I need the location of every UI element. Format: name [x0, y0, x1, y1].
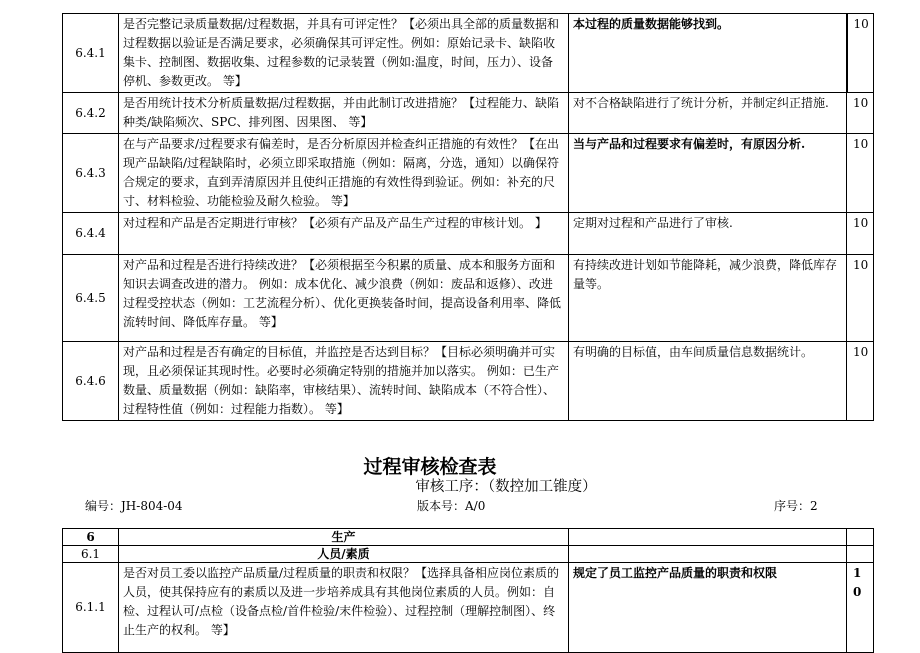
document-version: 版本号：A/0 [417, 499, 486, 513]
item-score: 10 [847, 213, 874, 255]
subsection-result-cell [569, 546, 847, 563]
item-score: 10 [847, 93, 874, 134]
item-number: 6.4.6 [63, 342, 119, 421]
item-number: 6.4.4 [63, 213, 119, 255]
audit-checklist-table-top [62, 13, 874, 421]
table-row [63, 213, 874, 255]
item-result: 对不合格缺陷进行了统计分析，并制定纠正措施. [569, 93, 847, 134]
item-number: 6.1.1 [63, 563, 119, 653]
section-result-cell [569, 529, 847, 546]
item-score: 10 [847, 14, 874, 93]
document-code: 编号：JH-804-04 [85, 499, 183, 513]
subsection-row [63, 546, 874, 563]
item-score: 10 [847, 134, 874, 213]
item-number: 6.4.1 [63, 14, 119, 93]
item-result: 有明确的目标值，由车间质量信息数据统计。 [569, 342, 847, 421]
item-question: 是否完整记录质量数据/过程数据，并具有可评定性？【必须出具全部的质量数据和过程数据以验证是否满足要求，必须确保其可评定性。例如：原始记录卡、缺陷收集卡、控制图、数据收集、过程参数的记录装置（例如:温度，时间，压力）、设备停机、参数更改。 等】 [119, 14, 569, 93]
table-row [63, 255, 874, 342]
item-result: 当与产品和过程要求有偏差时，有原因分析. [569, 134, 847, 213]
item-question: 对产品和过程是否进行持续改进？【必须根据至今积累的质量、成本和服务方面和知识去调查改进的潜力。 例如：成本优化、减少浪费（例如：废品和返修）、改进过程受控状态（例如：工艺流程分析）、优化更换装备时间，提高设备利用率、降低流转时间、降低库存量。 等】 [119, 255, 569, 342]
subsection-number: 6.1 [63, 546, 119, 563]
section-score-cell [847, 529, 874, 546]
page-subtitle: 审核工序：（数控加工锥度） [415, 479, 597, 495]
item-question: 是否对员工委以监控产品质量/过程质量的职责和权限？【选择具备相应岗位素质的人员，使其保持应有的素质以及进一步培养成具有其他岗位素质的人员。例如：自检、过程认可/点检（设备点检/首件检验/末件检验）、过程控制（理解控制图）、终止生产的权利。 等】 [119, 563, 569, 653]
item-question: 对过程和产品是否定期进行审核？【必须有产品及产品生产过程的审核计划。 】 [119, 213, 569, 255]
page-title: 过程审核检查表 [363, 456, 497, 478]
item-number: 6.4.3 [63, 134, 119, 213]
section-name: 生产 [119, 529, 569, 546]
document-sequence: 序号：2 [774, 499, 818, 513]
audit-checklist-table-bottom [62, 528, 874, 653]
item-number: 6.4.2 [63, 93, 119, 134]
subsection-score-cell [847, 546, 874, 563]
item-result: 定期对过程和产品进行了审核. [569, 213, 847, 255]
item-score: 10 [847, 255, 874, 342]
item-question: 对产品和过程是否有确定的目标值，并监控是否达到目标？【目标必须明确并可实现，且必须保证其现时性。必要时必须确定特别的措施并加以落实。 例如：已生产数量、质量数据（例如：缺陷率，审核结果）、流转时间、缺陷成本（不符合性）、过程特性值（例如：过程能力指数）。 等】 [119, 342, 569, 421]
item-number: 6.4.5 [63, 255, 119, 342]
item-result: 规定了员工监控产品质量的职责和权限 [569, 563, 847, 653]
table-row [63, 563, 874, 653]
subsection-name: 人员/素质 [119, 546, 569, 563]
item-result: 有持续改进计划如节能降耗，减少浪费，降低库存量等。 [569, 255, 847, 342]
section-number: 6 [63, 529, 119, 546]
item-score: 10 [847, 563, 874, 653]
item-question: 是否用统计技术分析质量数据/过程数据，并由此制订改进措施？【过程能力、缺陷种类/缺陷频次、SPC、排列图、因果图、 等】 [119, 93, 569, 134]
table-row [63, 134, 874, 213]
section-row [63, 529, 874, 546]
item-question: 在与产品要求/过程要求有偏差时，是否分析原因并检查纠正措施的有效性？【在出现产品缺陷/过程缺陷时，必须立即采取措施（例如：隔离，分选，通知）以确保符合规定的要求，直到弄清原因并且使纠正措施的有效性得到验证。例如：补充的尺寸、材料检验、功能检验及耐久检验。 等】 [119, 134, 569, 213]
table-row [63, 93, 874, 134]
item-score: 10 [847, 342, 874, 421]
item-result: 本过程的质量数据能够找到。 [569, 14, 847, 93]
table-row [63, 342, 874, 421]
table-row [63, 14, 874, 93]
